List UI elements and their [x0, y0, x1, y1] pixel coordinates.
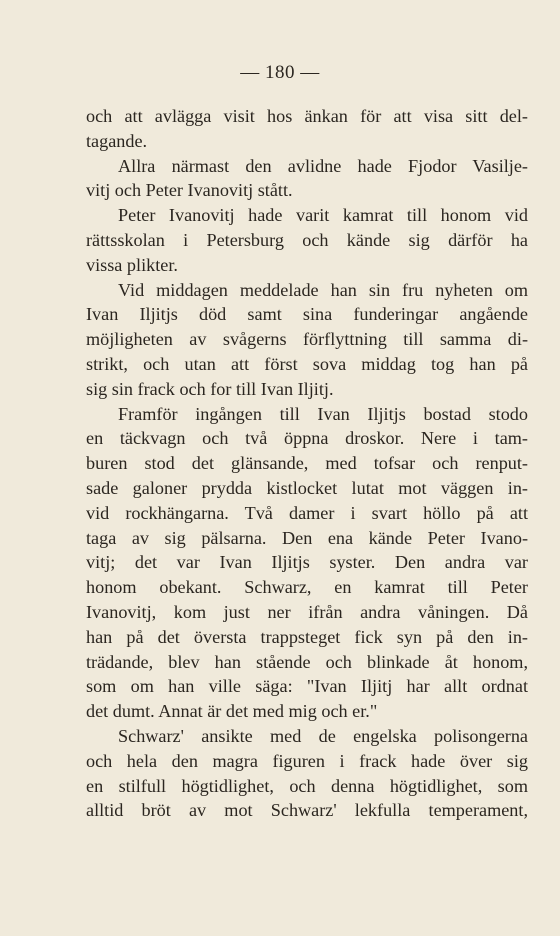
- text-line: som om han ville säga: "Ivan Iljitj har allt ordnat: [86, 676, 528, 697]
- text-line: en täckvagn och två öppna droskor. Nere i tam-: [86, 428, 528, 449]
- text-line: en stilfull högtidlighet, och denna högtidlighet, som: [86, 775, 528, 796]
- text-line: tagande.: [86, 130, 148, 151]
- text-line: vitj; det var Ivan Iljitjs syster. Den andra var: [86, 552, 528, 573]
- text-line: Allra närmast den avlidne hade Fjodor Vasilje-: [118, 155, 528, 176]
- text-line: vitj och Peter Ivanovitj stått.: [86, 180, 293, 201]
- text-line: vid rockhängarna. Två damer i svart höllo på att: [86, 502, 528, 523]
- text-line: strikt, och utan att först sova middag tog han på: [86, 353, 528, 374]
- text-line: möjligheten av svågerns förflyttning till samma di-: [86, 329, 528, 350]
- text-line: Peter Ivanovitj hade varit kamrat till honom vid: [118, 205, 528, 226]
- text-line: honom obekant. Schwarz, en kamrat till Peter: [86, 577, 528, 598]
- body-text: [86, 104, 528, 823]
- text-line: Ivanovitj, kom just ner ifrån andra våningen. Då: [86, 601, 528, 622]
- text-line: han på det översta trappsteget fick syn på den in-: [86, 626, 528, 647]
- text-line: Ivan Iljitjs död samt sina funderingar angående: [86, 304, 528, 325]
- text-line: rättsskolan i Petersburg och kände sig därför ha: [86, 229, 528, 250]
- text-line: Schwarz' ansikte med de engelska polisongerna: [118, 725, 528, 746]
- text-line: det dumt. Annat är det med mig och er.": [86, 701, 378, 722]
- page-number: — 180 —: [240, 62, 320, 83]
- text-line: Vid middagen meddelade han sin fru nyheten om: [118, 279, 528, 300]
- text-line: buren stod det glänsande, med tofsar och renput-: [86, 453, 528, 474]
- text-line: sig sin frack och for till Ivan Iljitj.: [86, 378, 334, 399]
- text-line: och att avlägga visit hos änkan för att visa sitt del-: [86, 106, 528, 126]
- text-line: taga av sig pälsarna. Den ena kände Peter Ivano-: [86, 527, 528, 548]
- text-line: Framför ingången till Ivan Iljitjs bostad stodo: [118, 403, 528, 424]
- text-line: vissa plikter.: [86, 254, 178, 275]
- text-line: alltid bröt av mot Schwarz' lekfulla temperament,: [86, 800, 528, 821]
- text-line: och hela den magra figuren i frack hade över sig: [86, 750, 528, 771]
- text-line: trädande, blev han stående och blinkade åt honom,: [86, 651, 528, 672]
- text-line: sade galoner prydda kistlocket lutat mot väggen in-: [86, 477, 528, 498]
